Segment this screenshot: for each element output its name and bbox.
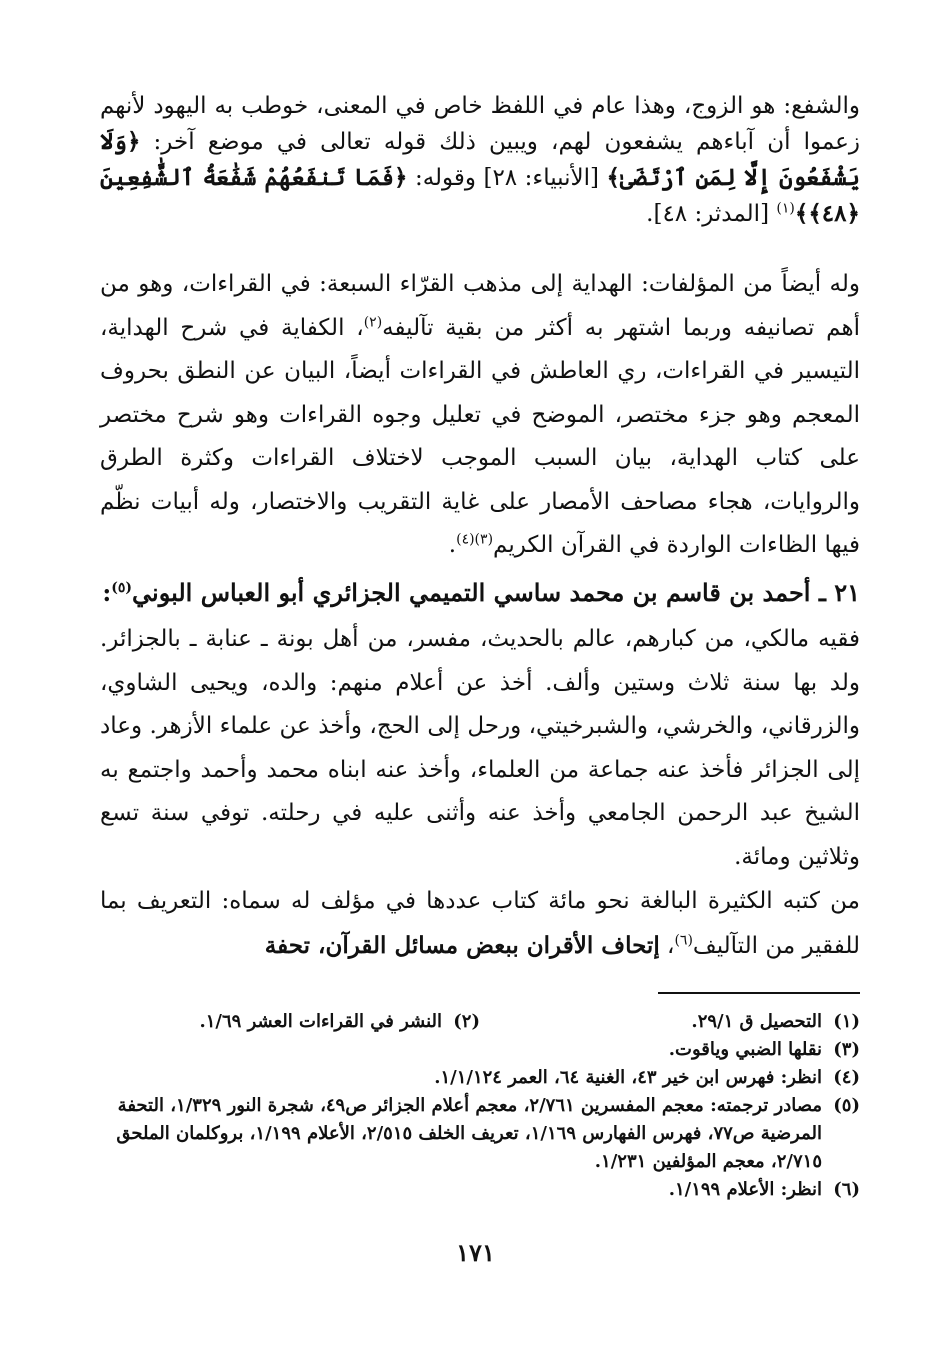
footnote-6 [100, 1176, 860, 1204]
paragraph-1 [100, 88, 860, 232]
paragraph-2-text-b: ، الكفاية في شرح الهداية، التيسير في القراءات، ري العاطش في القراءات أيضاً، البيان عن النطق بحروف المعجم وهو جزء مختصر، الموضح في تعليل وجوه القراءات وهو شرح مختصر على كتاب الهداية، بيان السبب الموجب لاختلاف القراءات وكثرة الطرق والروايات، هجاء مصاحف الأمصار على غاية التقريب والاختصار، وله أبيات نظّم فيها الظاءات الواردة في القرآن الكريم [100, 314, 860, 558]
paragraph-2-text-a: وله أيضاً من المؤلفات: الهداية إلى مذهب القرّاء السبعة: في القراءات، وهو من أهم تصانيفه وربما اشتهر به أكثر من بقية تآليفه [100, 271, 861, 341]
paragraph-2 [100, 263, 860, 568]
footnote-number: (٥) [833, 1095, 860, 1116]
footnotes [100, 1008, 860, 1204]
footnote-4 [100, 1064, 860, 1092]
footnote-3 [100, 1036, 860, 1064]
footnote-number: (١) [833, 1011, 860, 1032]
footnote-ref-5: (٥) [111, 580, 133, 596]
paragraph-4 [100, 880, 860, 968]
footnote-ref-2: (٢) [363, 313, 383, 330]
footnote-ref-1: (١) [776, 200, 795, 217]
paragraph-1-text-c: [المدثر: ٤٨]. [646, 201, 777, 227]
quran-verse-muddaththir: ﴿فَمَا تَنفَعُهُمْ شَفَٰعَةُ ٱلشَّٰفِعِينَ ﴿٤٨﴾﴾ [100, 164, 860, 227]
paragraph-3 [100, 618, 860, 879]
footnote-row-1-2 [100, 1008, 860, 1036]
footnote-2 [100, 1008, 480, 1036]
page-number: ١٧١ [456, 1238, 495, 1267]
paragraph-3-text: فقيه مالكي، من كبارهم، عالم بالحديث، مفسر، من أهل بونة ـ عنابة ـ بالجزائر. ولد بها سنة ثلاث وستين وألف. أخذ عن أعلام منهم: والده، ويحيى الشاوي، والزرقاني، والخرشي، والشبرخيتي، ورحل إلى الحج، وأخذ عن علماء الأزهر. وعاد إلى الجزائر فأخذ عنه جماعة من العلماء، وأخذ عنه ابناه محمد وأحمد واجتمع به الشيخ عبد الرحمن الجامعي وأخذ عنه وأثنى عليه في رحلته. توفي سنة تسع وثلاثين ومائة. [100, 626, 860, 870]
paragraph-4-bold-title: إتحاف الأقران ببعض مسائل القرآن، تحفة [264, 931, 660, 959]
footnote-text: انظر: فهرس ابن خير ٤٣، الغنية ٦٤، العمر ١/١/١٢٤. [434, 1067, 822, 1088]
paragraph-2-text-c: . [448, 532, 457, 558]
footnote-number: (٤) [833, 1067, 860, 1088]
footnote-number: (٦) [833, 1179, 860, 1200]
footnote-text: مصادر ترجمته: معجم المفسرين ٢/٧٦١، معجم أعلام الجزائر ص٤٩، شجرة النور ١/٣٢٩، التحفة المرضية ص٧٧، فهرس الفهارس ١/١٦٩، تعريف الخلف ٢/٥١٥، الأعلام ١/١٩٩، بروكلمان الملحق ٢/٧١٥، معجم المؤلفين ١/٢٣١. [116, 1095, 822, 1172]
footnote-text: انظر: الأعلام ١/١٩٩. [668, 1179, 822, 1200]
paragraph-4-text-b: ، [659, 932, 675, 959]
entry-name: أحمد بن قاسم بن محمد ساسي التميمي الجزائري أبو العباس البوني [132, 578, 811, 607]
paragraph-4-text-a: من كتبه الكثيرة البالغة نحو مائة كتاب عددها في مؤلف له سماه: التعريف بما للفقير من التآليف [100, 888, 860, 959]
entry-heading [100, 573, 860, 613]
footnote-separator [658, 992, 860, 994]
paragraph-1-text-b: [الأنبياء: ٢٨] وقوله: [407, 165, 607, 191]
footnote-number: (٢) [453, 1011, 480, 1032]
footnote-ref-6: (٦) [674, 931, 693, 948]
footnote-5 [100, 1092, 860, 1176]
footnote-text: التحصيل ق ٢٩/١. [691, 1011, 822, 1032]
entry-number: ٢١ ـ [818, 578, 860, 607]
entry-colon: : [102, 578, 112, 607]
footnote-text: نقلها الضبي وياقوت. [668, 1039, 822, 1060]
footnote-text: النشر في القراءات العشر ١/٦٩. [199, 1011, 442, 1032]
footnote-1 [480, 1008, 860, 1036]
paragraph-1-text-a: والشفع: هو الزوج، وهذا عام في اللفظ خاص في المعنى، خوطب به اليهود لأنهم زعموا أن آباءهم يشفعون لهم، ويبين ذلك قوله تعالى في موضع آخر: [100, 93, 860, 155]
footnote-ref-3-4: (٣)(٤) [456, 531, 494, 548]
quran-verse-anbiya: ﴿وَلَا يَشْفَعُونَ إِلَّا لِمَنِ ٱرْتَضَىٰ﴾ [100, 128, 861, 191]
footnote-number: (٣) [833, 1039, 860, 1060]
